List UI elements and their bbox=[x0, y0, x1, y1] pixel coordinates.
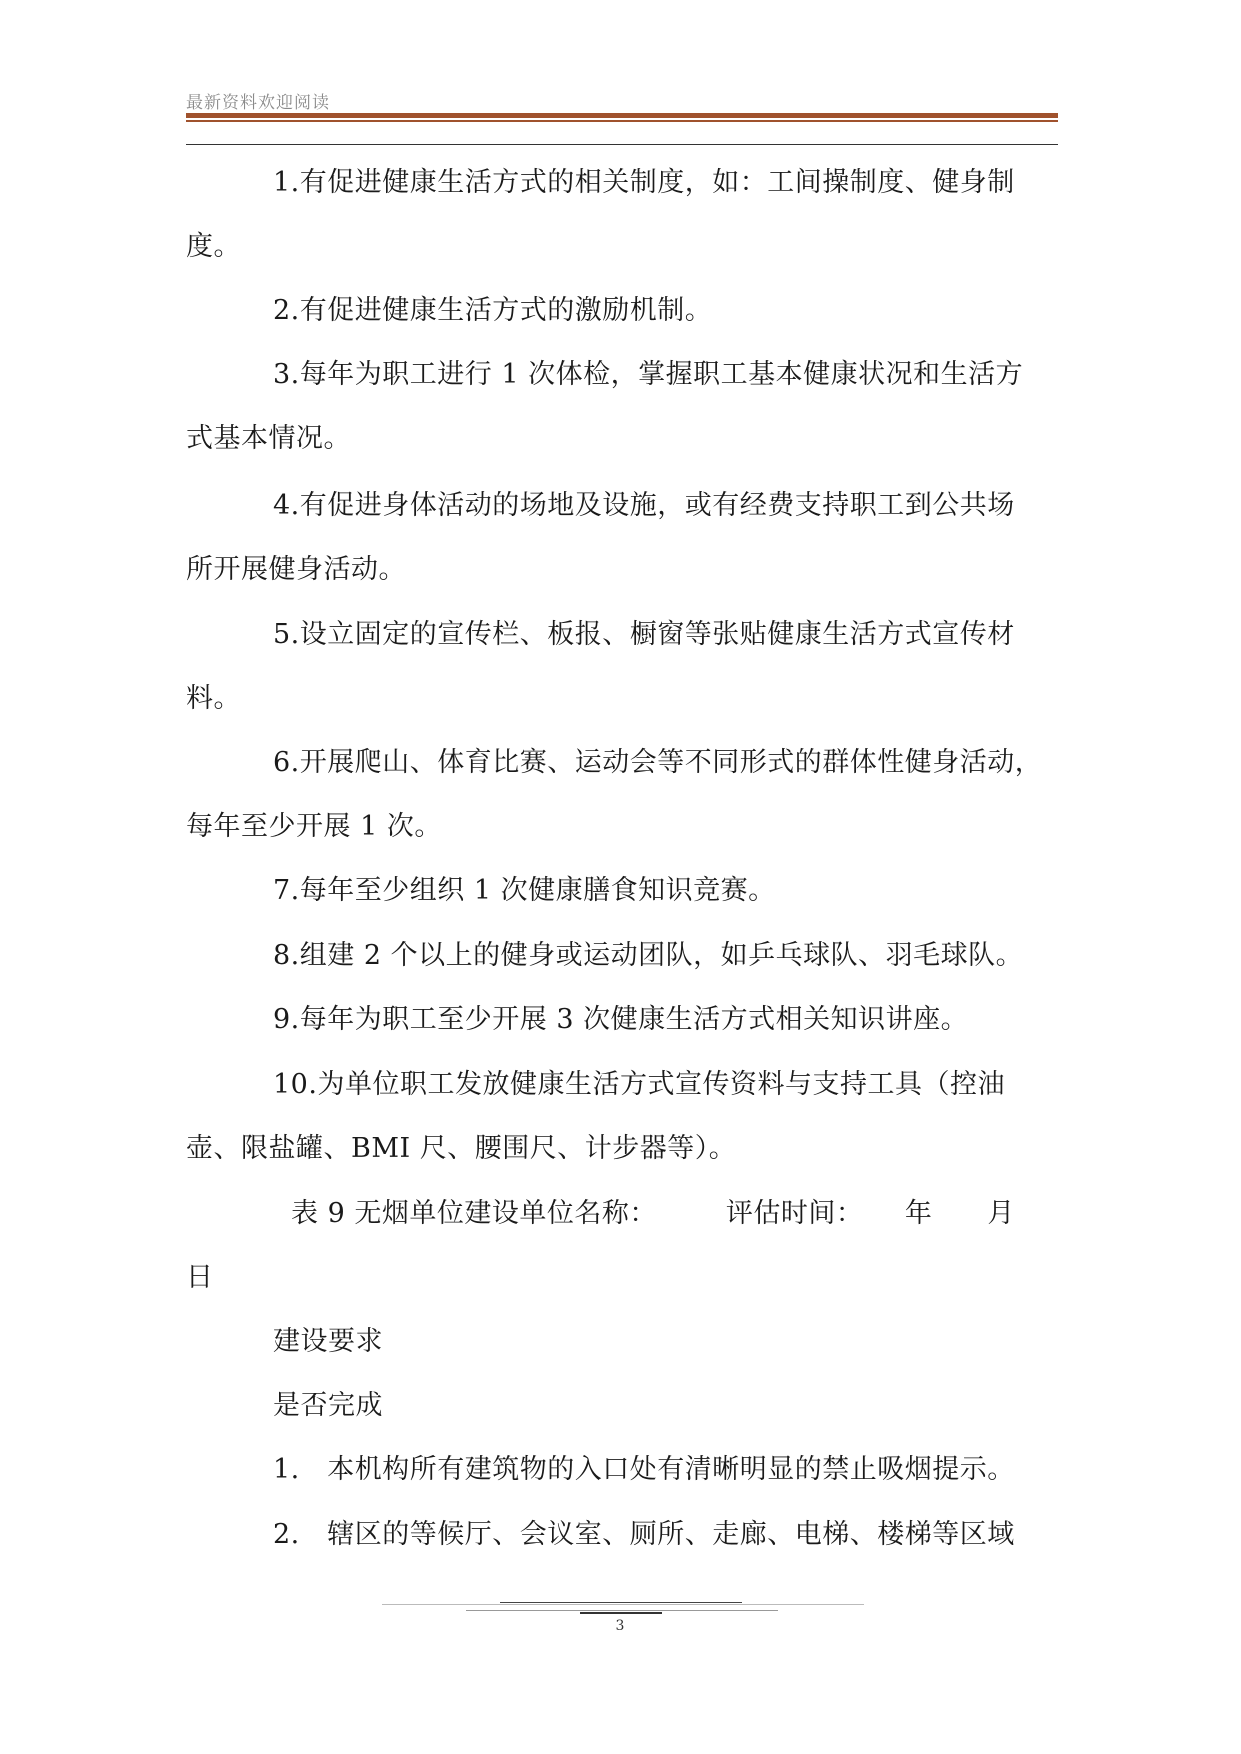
page-number: 3 bbox=[615, 1618, 625, 1634]
body-line: 所开展健身活动。 bbox=[186, 554, 406, 585]
body-line: 建设要求 bbox=[273, 1326, 383, 1357]
body-line: 1.有促进健康生活方式的相关制度，如：工间操制度、健身制 bbox=[273, 167, 1015, 198]
body-line: 日 bbox=[186, 1262, 214, 1293]
body-line: 每年至少开展 1 次。 bbox=[186, 811, 442, 842]
body-line: 料。 bbox=[186, 683, 241, 714]
body-line: 7.每年至少组织 1 次健康膳食知识竞赛。 bbox=[273, 875, 776, 906]
footer-rule bbox=[466, 1610, 778, 1611]
body-line: 5.设立固定的宣传栏、板报、橱窗等张贴健康生活方式宣传材 bbox=[273, 619, 1015, 650]
body-line: 3.每年为职工进行 1 次体检，掌握职工基本健康状况和生活方 bbox=[273, 359, 1024, 390]
body-line: 4.有促进身体活动的场地及设施，或有经费支持职工到公共场 bbox=[273, 490, 1015, 521]
body-line: 2.有促进健康生活方式的激励机制。 bbox=[273, 295, 713, 326]
body-line: 2. 辖区的等候厅、会议室、厕所、走廊、电梯、楼梯等区域 bbox=[273, 1519, 1015, 1550]
body-line: 6.开展爬山、体育比赛、运动会等不同形式的群体性健身活动， bbox=[273, 747, 1043, 778]
header-rule-thin bbox=[186, 120, 1058, 122]
header-rule-separator bbox=[186, 144, 1058, 145]
header-rule-thick bbox=[186, 113, 1058, 118]
body-line: 度。 bbox=[186, 231, 241, 262]
body-line: 式基本情况。 bbox=[186, 423, 351, 454]
footer-rule bbox=[580, 1612, 662, 1614]
body-line: 表 9 无烟单位建设单位名称： 评估时间： 年 月 bbox=[291, 1198, 1015, 1229]
body-line: 1. 本机构所有建筑物的入口处有清晰明显的禁止吸烟提示。 bbox=[273, 1454, 1015, 1485]
body-line: 8.组建 2 个以上的健身或运动团队，如乒乓球队、羽毛球队。 bbox=[273, 940, 1024, 971]
body-line: 10.为单位职工发放健康生活方式宣传资料与支持工具（控油 bbox=[273, 1069, 1005, 1100]
footer-rule bbox=[382, 1604, 864, 1605]
body-line: 9.每年为职工至少开展 3 次健康生活方式相关知识讲座。 bbox=[273, 1004, 969, 1035]
footer-rule bbox=[500, 1602, 742, 1603]
body-line: 壶、限盐罐、BMI 尺、腰围尺、计步器等）。 bbox=[186, 1133, 737, 1164]
body-line: 是否完成 bbox=[273, 1390, 383, 1421]
header-text: 最新资料欢迎阅读 bbox=[186, 93, 330, 113]
